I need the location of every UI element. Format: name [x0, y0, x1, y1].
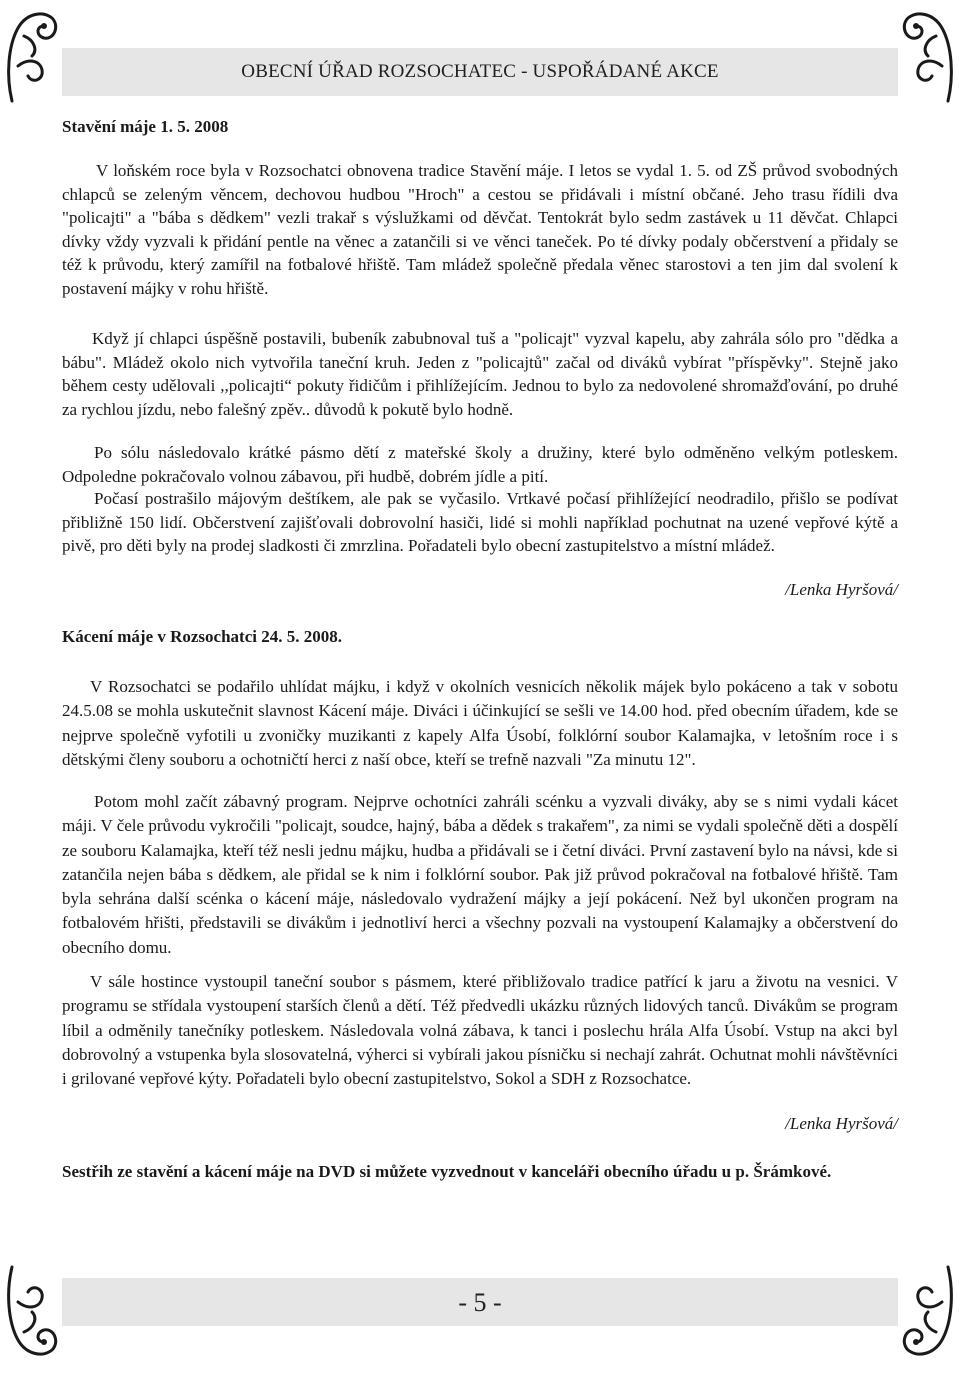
- paragraph: Potom mohl začít zábavný program. Nejprve ochotníci zahráli scénku a vyzvali diváky, aby se s nimi vydali kácet máji. V čele průvodu vykročili "policajt, soudce, hajný, bába a dědek s trakařem", za nimi se vydali společně děti a dospělí ze souboru Kalamajka, kteří též nesli jednu májku, hudba a přidávali se i četní diváci. První zastavení bylo na návsi, kde si zatančila nejen bába s dědkem, ale přidal se k nim i folklórní soubor. Pak již průvod pokračoval na fotbalové hřiště. Tam byla sehrána další scénka o kácení máje, následovalo vydražení májky a její pokácení. Než byl ukončen program na fotbalovém hřišti, představili se divákům i jednotliví herci a všechny pozvali na vystoupení Kalamajky a občerstvení do obecního domu.: [62, 792, 898, 957]
- dvd-note: Sestřih ze stavění a kácení máje na DVD si můžete vyzvednout v kanceláři obecního úřadu u p. Šrámkové.: [62, 1162, 832, 1181]
- header-title: OBECNÍ ÚŘAD ROZSOCHATEC - USPOŘÁDANÉ AKCE: [241, 61, 719, 82]
- corner-ornament-icon: [894, 6, 956, 106]
- page-header: [62, 48, 898, 96]
- author-signature: /Lenka Hyršová/: [785, 580, 898, 599]
- paragraph: V Rozsochatci se podařilo uhlídat májku, i když v okolních vesnicích několik májek bylo pokáceno a tak v sobotu 24.5.08 se mohla uskutečnit slavnost Kácení máje. Diváci i účinkující se sešli ve 14.00 hod. před obecním úřadem, kde se nejprve společně vyfotili u zvoničky muzikanti z kapely Alfa Úsobí, folklórní soubor Kalamajka, v letošním roce i s dětskými členy souboru a ochotničtí herci z naší obce, kteří se trefně nazvali "Za minutu 12".: [62, 677, 898, 769]
- corner-ornament-icon: [894, 1262, 956, 1362]
- paragraph: V loňském roce byla v Rozsochatci obnovena tradice Stavění máje. I letos se vydal 1. 5. od ZŠ průvod svobodných chlapců se zeleným věncem, dechovou hudbou "Hroch" a cestou se přidávali i místní občané. Jeho trasu řídili dva "policajti" a "bába s dědkem" vezli trakař s výslužkami od děvčat. Tentokrát bylo sedm zastávek u 11 děvčat. Chlapci dívky vždy vyzvali k přidání pentle na věnec a zatančili si ve věnci taneček. Po té dívky podaly občerstvení a přidaly se též k průvodu, který zamířil na fotbalové hřiště. Tam mládež společně předala věnec starostovi a ten jim dal svolení k postavení májky v rohu hřiště.: [62, 161, 898, 298]
- corner-ornament-icon: [4, 6, 66, 106]
- page-footer: [62, 1278, 898, 1326]
- corner-ornament-icon: [4, 1262, 66, 1362]
- paragraph: Po sólu následovalo krátké pásmo dětí z mateřské školy a družiny, které bylo odměněno velkým potleskem. Odpoledne pokračovalo volnou zábavou, při hudbě, dobrém jídle a pití.: [62, 443, 898, 486]
- page-number: - 5 -: [458, 1288, 502, 1317]
- section-heading-staveni: Stavění máje 1. 5. 2008: [62, 117, 229, 136]
- paragraph: V sále hostince vystoupil taneční soubor s pásmem, které přibližovalo tradice patřící k jaru a životu na vesnici. V programu se střídala vystoupení starších členů a dětí. Též předvedli ukázku různých lidových tanců. Divákům se program líbil a odměnily tanečníky potleskem. Následovala volná zábava, k tanci i poslechu hrála Alfa Úsobí. Vstup na akci byl dobrovolný a vstupenka byla slosovatelná, výherci si vybírali jakou písničku si nechají zahrát. Ochutnat mohli návštěvníci i grilované vepřové kýty. Pořadateli bylo obecní zastupitelstvo, Sokol a SDH z Rozsochatce.: [62, 972, 898, 1089]
- paragraph: Když jí chlapci úspěšně postavili, bubeník zabubnoval tuš a "policajt" vyzval kapelu, aby zahrála sólo pro "dědka a bábu". Mládež okolo nich vytvořila taneční kruh. Jeden z "policajtů" začal od diváků vybírat "příspěvky". Stejně jako během cesty udělovali ,,policajti“ pokuty řidičům i přihlížejícím. Jednou to bylo za nedovolené shromažďování, po druhé za rychlou jízdu, nebo falešný zpěv.. důvodů k pokutě bylo hodně.: [62, 329, 898, 419]
- paragraph: Počasí postrašilo májovým deštíkem, ale pak se vyčasilo. Vrtkavé počasí přihlížející neodradilo, přišlo se podívat přibližně 150 lidí. Občerstvení zajišťovali dobrovolní hasiči, lidé si mohli například pochutnat na uzené vepřové kýtě a pivě, pro děti byly na prodej sladkosti či zmrzlina. Pořadateli bylo obecní zastupitelstvo a místní mládež.: [62, 489, 898, 556]
- author-signature: /Lenka Hyršová/: [785, 1114, 898, 1133]
- section-heading-kaceni: Kácení máje v Rozsochatci 24. 5. 2008.: [62, 627, 342, 646]
